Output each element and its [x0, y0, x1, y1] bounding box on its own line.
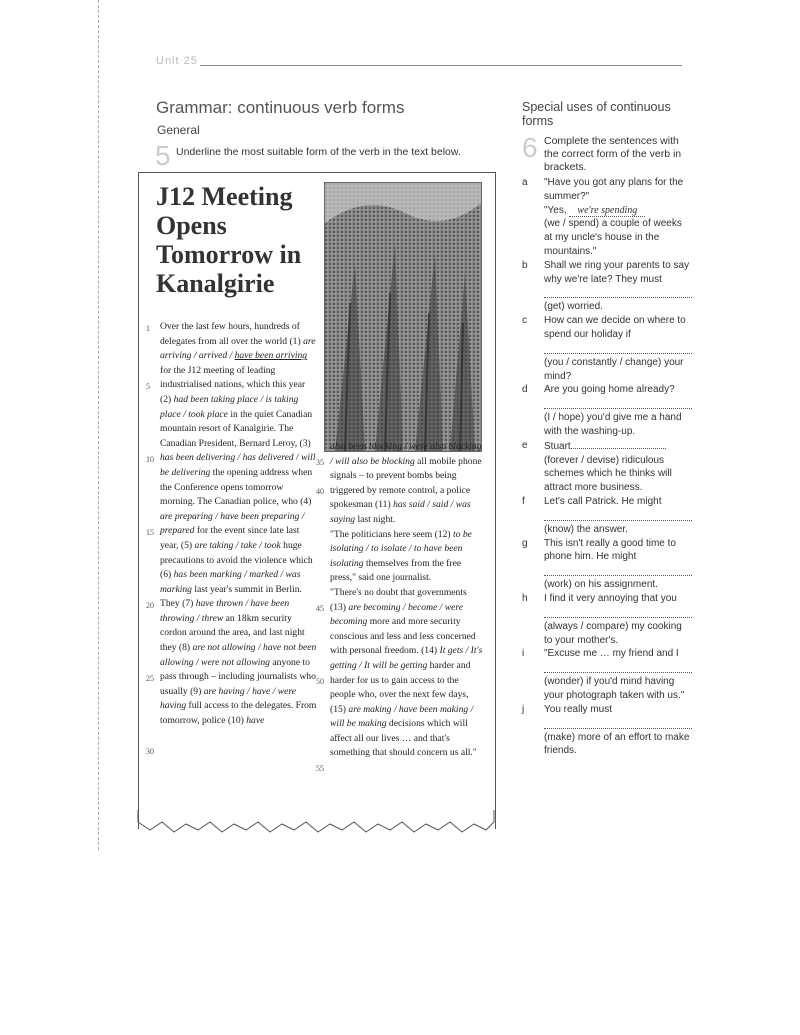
exercise-item	[522, 495, 692, 537]
article-text: anyone to pass through – including journalists who usually (9)	[160, 656, 316, 697]
article-text: last year's summit in Berlin. They (7)	[160, 583, 302, 610]
item-letter: f	[522, 495, 525, 507]
exercise-item	[522, 439, 692, 495]
paragraph	[330, 586, 485, 761]
line-number: 40	[316, 487, 324, 496]
verb-options[interactable]: It gets / It's getting / It will be getting	[330, 645, 483, 671]
article-title: J12 Meeting Opens Tomorrow in Kanalgirie	[156, 182, 302, 298]
exercise-5-number: 5	[155, 140, 171, 171]
answer-blank[interactable]	[544, 661, 692, 673]
article-text: an 18km security cordon around the area, and last night they (8)	[160, 612, 305, 654]
article-text: the opening address when the Conference opens tomorrow morning. The Canadian police, who (4)	[160, 466, 313, 508]
exercise-item	[522, 537, 692, 592]
item-text: How can we decide on where to spend our holiday if	[544, 315, 686, 340]
item-text: Stuart	[544, 440, 571, 452]
article-column-1	[146, 320, 318, 756]
article-text: all mobile phone signals – to prevent bombs being triggered by remote control, a police spokesman (11)	[330, 455, 482, 511]
article-text: full access to the delegates. From tomorrow, police (10)	[160, 700, 317, 727]
verb-options[interactable]: have	[246, 715, 265, 727]
item-letter: b	[522, 259, 528, 271]
item-text: Let's call Patrick. He might	[544, 495, 662, 507]
verb-options[interactable]: also been blocking / were also blocking / will also be blocking	[330, 441, 482, 467]
item-text: (forever / devise) ridiculous schemes which he thinks will attract more business.	[544, 454, 672, 494]
article-text: "The politicians here seem (12)	[330, 528, 453, 540]
item-letter: g	[522, 537, 528, 549]
line-number: 25	[146, 674, 154, 683]
handwritten-answer[interactable]: we're spending	[569, 205, 645, 217]
item-text: (you / constantly / change) your mind?	[544, 356, 684, 382]
article-text: harder and harder for us to gain access to the people who, over the next few days, (15)	[330, 659, 471, 715]
answer-blank[interactable]	[571, 439, 666, 449]
verb-options[interactable]: are taking / take / took	[194, 539, 281, 551]
item-letter: i	[522, 648, 525, 660]
item-text: "Excuse me … my friend and I	[544, 648, 679, 660]
exercise-item	[522, 176, 692, 259]
header-rule	[200, 65, 682, 66]
item-letter: d	[522, 384, 528, 396]
line-number: 5	[146, 382, 150, 391]
verb-options[interactable]: are becoming / become / were becoming	[330, 601, 464, 628]
line-number: 50	[316, 677, 324, 686]
article-text: last night.	[355, 513, 396, 525]
line-number: 20	[146, 601, 154, 610]
unit-label: Unit 25	[156, 55, 198, 67]
section-subtitle: General	[157, 123, 200, 137]
verb-options[interactable]: are having / have / were having	[160, 685, 296, 712]
line-number: 10	[146, 455, 154, 464]
line-number: 30	[146, 747, 154, 756]
answer-blank[interactable]	[544, 397, 692, 409]
article-text: decisions which will affect all our lives … and that's something that should concern us all."	[330, 718, 477, 759]
exercise-item	[522, 314, 692, 383]
line-number: 1	[146, 324, 150, 333]
verb-options[interactable]: have thrown / have been throwing / threw	[160, 598, 290, 624]
answer-blank[interactable]	[544, 509, 692, 521]
verb-options[interactable]: are not allowing / have not been allowing / were not allowing	[160, 642, 317, 668]
paragraph	[330, 528, 485, 586]
article-text: for the J12 meeting of leading industrialised nations, which this year (2)	[160, 364, 306, 405]
verb-options[interactable]: has been delivering / has delivered / will be delivering	[160, 452, 316, 478]
line-number: 35	[316, 458, 324, 467]
binding-edge	[98, 0, 99, 850]
item-text: (we / spend) a couple of weeks at my uncle's house in the mountains."	[544, 218, 682, 257]
line-number: 55	[316, 764, 324, 773]
article-text: huge precautions to avoid the violence which (6)	[160, 539, 313, 581]
article-text: "There's no doubt that governments (13)	[330, 586, 467, 613]
exercise-5-instruction: Underline the most suitable form of the verb in the text below.	[176, 146, 461, 158]
paragraph	[330, 440, 485, 528]
item-text: I find it very annoying that you	[544, 592, 677, 604]
verb-options[interactable]: to be isolating / to isolate / to have been isolating	[330, 528, 472, 569]
exercise-6-number: 6	[522, 132, 538, 163]
underlined-answer[interactable]: have been arriving	[234, 350, 308, 362]
answer-blank[interactable]	[544, 717, 692, 729]
torn-edge	[136, 810, 498, 840]
verb-options[interactable]: has been marking / marked / was marking	[160, 569, 301, 595]
article-text: Over the last few hours, hundreds of delegates from all over the world (1)	[160, 321, 304, 347]
verb-options[interactable]: are preparing / have been preparing / prepared	[160, 510, 305, 537]
article-photo	[324, 182, 482, 452]
verb-options[interactable]: had been taking place / is taking place / took place	[160, 393, 299, 420]
verb-options[interactable]: has said / said / was saying	[330, 499, 471, 525]
line-number: 45	[316, 604, 324, 613]
answer-blank[interactable]	[544, 564, 692, 576]
section-title: Grammar: continuous verb forms	[156, 98, 405, 117]
article-column-2	[316, 440, 485, 773]
exercise-item	[522, 703, 692, 758]
item-text: This isn't really a good time to phone him. He might	[544, 537, 676, 563]
item-letter: h	[522, 592, 528, 604]
exercise-item	[522, 383, 692, 438]
exercise-item	[522, 259, 692, 314]
item-text: "Have you got any plans for the summer?"	[544, 177, 684, 202]
item-text: (always / compare) my cooking to your mother's.	[544, 620, 682, 646]
item-text: (know) the answer.	[544, 523, 628, 535]
answer-blank[interactable]	[544, 606, 692, 618]
item-text: Shall we ring your parents to say why we're late? They must	[544, 259, 690, 285]
exercise-6-items	[522, 176, 692, 758]
exercise-6-instruction: Complete the sentences with the correct form of the verb in brackets.	[544, 135, 682, 173]
article-text: in the quiet Canadian mountain resort of Kanalgirie. The Canadian President, Bernard Leroy, (3)	[160, 408, 313, 449]
item-text: (work) on his assignment.	[544, 579, 658, 591]
item-letter: c	[522, 315, 527, 327]
item-text: (I / hope) you'd give me a hand with the washing-up.	[544, 412, 682, 437]
item-letter: a	[522, 177, 528, 188]
answer-blank[interactable]	[544, 286, 692, 298]
item-text: You really must	[544, 703, 612, 715]
item-text: (get) worried.	[544, 301, 603, 313]
verb-options[interactable]: are arriving / arrived /	[160, 335, 316, 362]
answer-blank[interactable]	[544, 342, 692, 354]
article-text: for the event since late last year, (5)	[160, 525, 300, 551]
item-letter: e	[522, 439, 528, 451]
vegetation-image	[325, 183, 481, 451]
article-text: themselves from the free press," said one journalist.	[330, 557, 462, 584]
item-text: (make) more of an effort to make friends.	[544, 731, 690, 757]
item-text: Are you going home already?	[544, 384, 675, 396]
article-text: more and more security conscious and less and less concerned with personal freedom. (14)	[330, 616, 476, 657]
verb-options[interactable]: are making / have been making / will be making	[330, 703, 474, 730]
item-letter: j	[522, 703, 525, 715]
item-text: "Yes,	[544, 204, 570, 216]
exercise-item	[522, 647, 692, 702]
line-number: 15	[146, 528, 154, 537]
item-text: (wonder) if you'd mind having your photograph taken with us."	[544, 676, 685, 701]
exercise-item	[522, 592, 692, 647]
special-uses-title: Special uses of continuous forms	[522, 100, 671, 128]
